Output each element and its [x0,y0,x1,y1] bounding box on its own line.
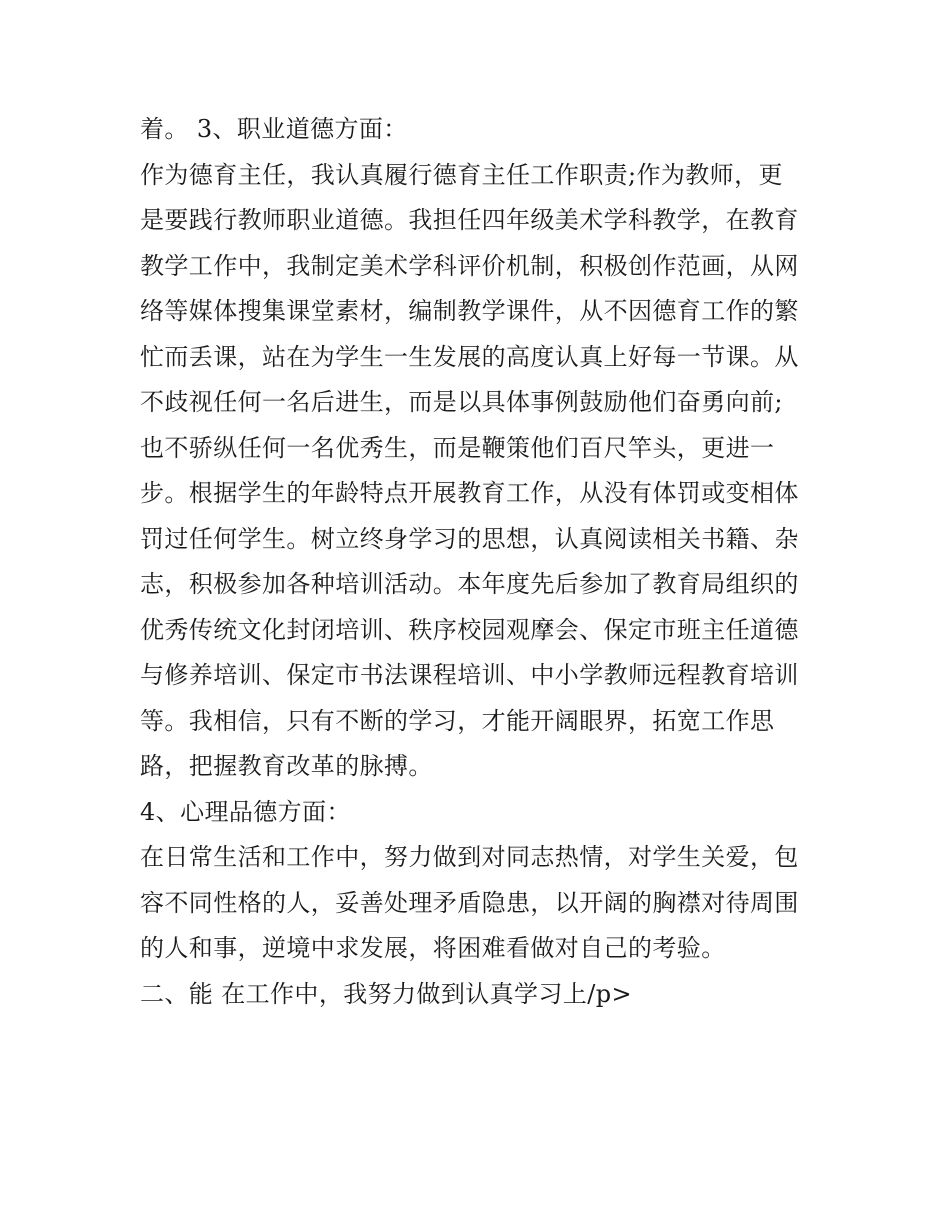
section-heading: 4、心理品德方面： [140,797,351,826]
text-line: 路，把握教育改革的脉搏。 [140,752,433,780]
text-line: 络等媒体搜集课堂素材，编制教学课件，从不因德育工作的繁 [140,297,799,325]
text-line: 与修养培训、保定市书法课程培训、中小学教师远程教育培训 [140,661,799,689]
text-line: 在日常生活和工作中，努力做到对同志热情，对学生关爱，包 [140,843,799,871]
text-line: 罚过任何学生。树立终身学习的思想，认真阅读相关书籍、杂 [140,524,799,553]
text-line: 着。 3、职业道德方面： [140,115,408,143]
text-line: 是要践行教师职业道德。我担任四年级美术学科教学，在教育 [140,206,799,234]
text-line: 步。根据学生的年龄特点开展教育工作，从没有体罚或变相体 [140,479,799,507]
text-line: 作为德育主任，我认真履行德育主任工作职责;作为教师，更 [140,160,783,189]
text-line: 等。我相信，只有不断的学习，才能开阔眼界，拓宽工作思 [140,706,775,735]
text-line: 志，积极参加各种培训活动。本年度先后参加了教育局组织的 [140,570,799,598]
document-text [140,107,830,1017]
text-line: 不歧视任何一名后进生，而是以具体事例鼓励他们奋勇向前; [140,388,783,416]
text-line: 容不同性格的人，妥善处理矛盾隐患，以开阔的胸襟对待周围 [140,888,799,917]
text-line: 优秀传统文化封闭培训、秩序校园观摩会、保定市班主任道德 [140,615,799,644]
text-line: 忙而丢课，站在为学生一生发展的高度认真上好每一节课。从 [140,342,799,371]
section-heading: 二、能 在工作中，我努力做到认真学习上/p> [140,979,632,1008]
text-line: 教学工作中，我制定美术学科评价机制，积极创作范画，从网 [140,251,799,280]
text-line: 也不骄纵任何一名优秀生，而是鞭策他们百尺竿头，更进一 [140,433,775,462]
text-line: 的人和事，逆境中求发展，将困难看做对自己的考验。 [140,934,726,962]
